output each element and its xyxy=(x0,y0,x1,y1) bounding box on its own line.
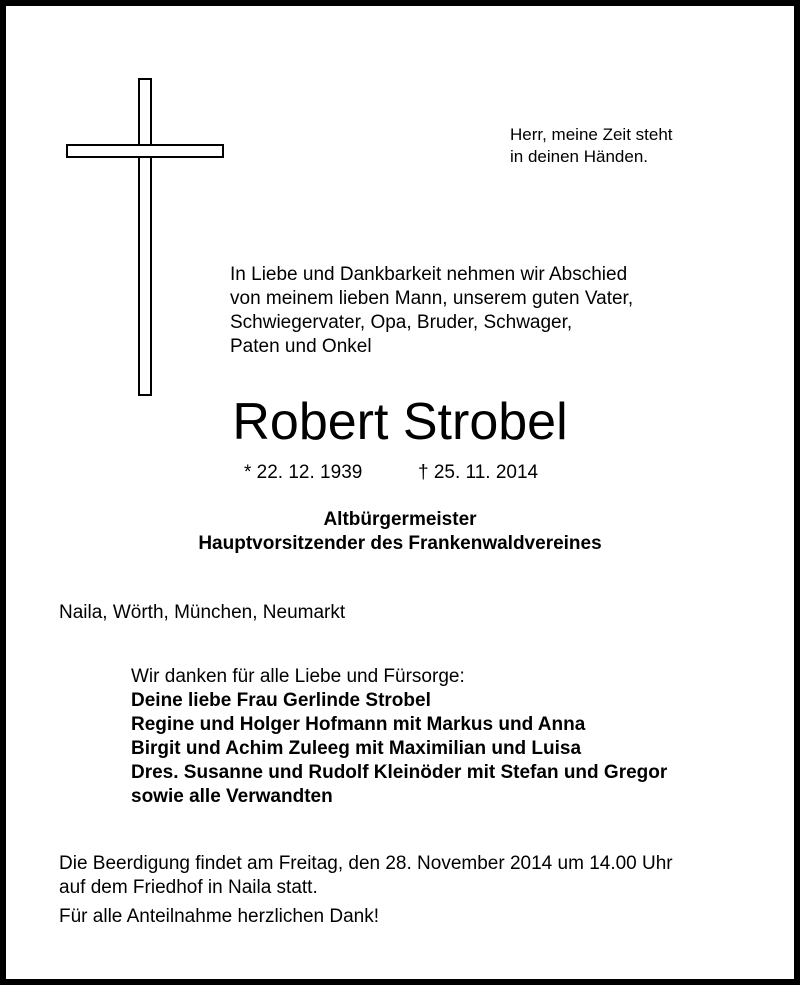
intro-line-2: von meinem lieben Mann, unserem guten Vater, xyxy=(230,288,634,309)
places: Naila, Wörth, München, Neumarkt xyxy=(59,602,346,623)
deceased-title-chairman: Hauptvorsitzender des Frankenwaldvereines xyxy=(198,533,602,554)
intro-line-1: In Liebe und Dankbarkeit nehmen wir Abschied xyxy=(230,264,628,285)
funeral-line-1: Die Beerdigung findet am Freitag, den 28. November 2014 um 14.00 Uhr xyxy=(59,853,673,874)
mourner-line: Birgit und Achim Zuleeg mit Maximilian und Luisa xyxy=(131,738,582,759)
mourner-line: Deine liebe Frau Gerlinde Strobel xyxy=(131,690,431,711)
motto-line-1: Herr, meine Zeit steht xyxy=(510,125,673,144)
motto-line-2: in deinen Händen. xyxy=(510,147,649,166)
birth-date: * 22. 12. 1939 xyxy=(244,462,363,483)
deceased-title-mayor: Altbürgermeister xyxy=(323,509,477,530)
funeral-line-2: auf dem Friedhof in Naila statt. xyxy=(59,877,318,898)
death-date: † 25. 11. 2014 xyxy=(418,462,539,483)
mourner-line: Regine und Holger Hofmann mit Markus und Anna xyxy=(131,714,586,735)
deceased-name: Robert Strobel xyxy=(232,393,568,451)
intro-line-3: Schwiegervater, Opa, Bruder, Schwager, xyxy=(230,312,573,333)
mourner-line: sowie alle Verwandten xyxy=(131,786,333,807)
intro-line-4: Paten und Onkel xyxy=(230,336,372,357)
closing-thanks: Für alle Anteilnahme herzlichen Dank! xyxy=(59,906,380,927)
thanks-intro: Wir danken für alle Liebe und Fürsorge: xyxy=(131,666,465,687)
mourner-line: Dres. Susanne und Rudolf Kleinöder mit Stefan und Gregor xyxy=(131,762,668,783)
